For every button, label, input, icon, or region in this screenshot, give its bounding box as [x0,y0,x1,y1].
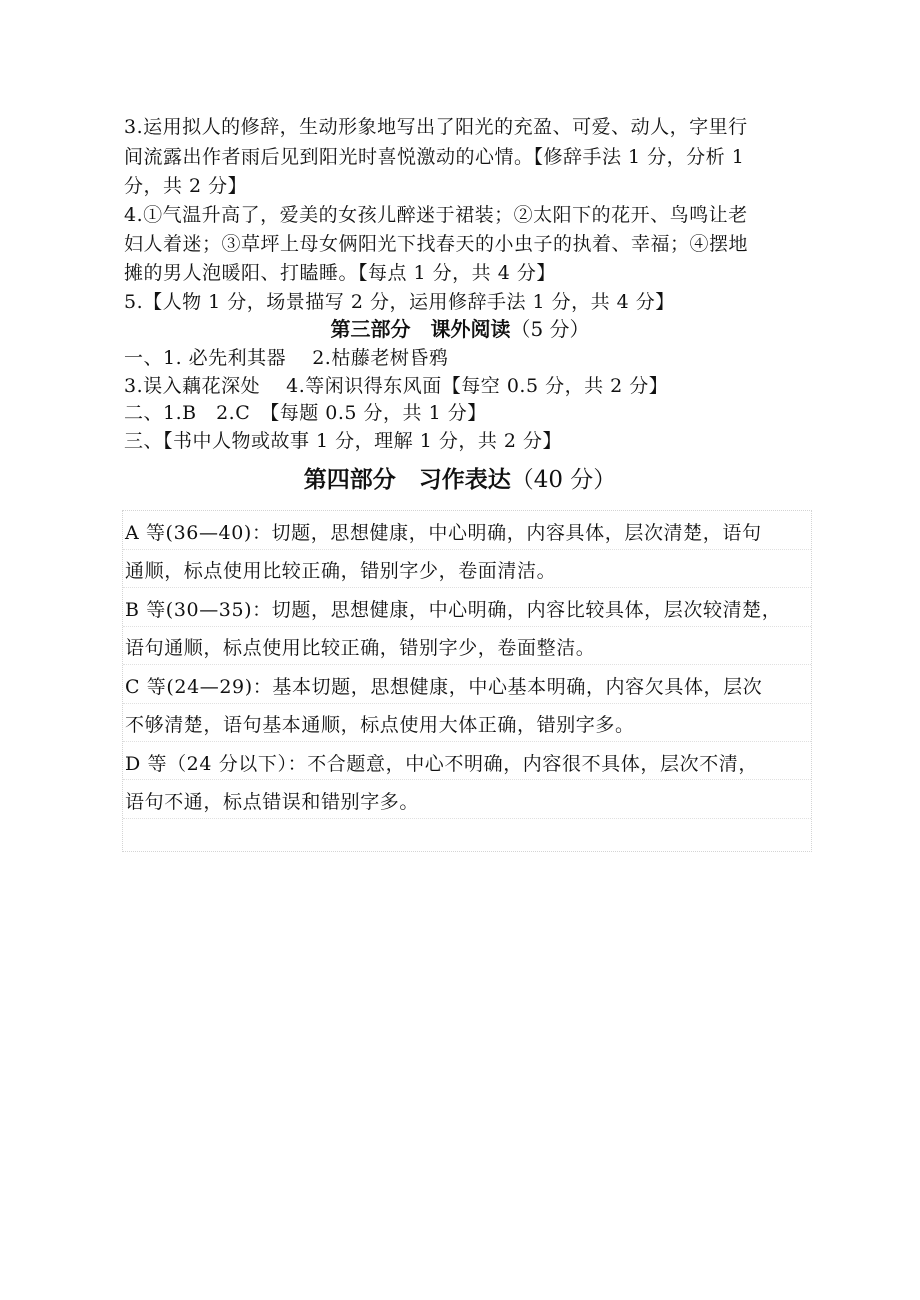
grade-b-line-2: 语句通顺，标点使用比较正确，错别字少，卷面整洁。 [125,637,596,659]
q4-answer-line-1: 4.①气温升高了，爱美的女孩儿醉迷于裙装；②太阳下的花开、鸟鸣让老 [124,204,748,226]
q4-answer-line-3: 摊的男人泡暖阳、打瞌睡。【每点 1 分，共 4 分】 [124,262,556,284]
grid-divider [123,741,811,742]
grade-c-line-1: C 等(24—29)：基本切题，思想健康，中心基本明确，内容欠具体，层次 [125,676,763,698]
q5-answer-line: 5.【人物 1 分，场景描写 2 分，运用修辞手法 1 分，共 4 分】 [124,291,675,313]
q4-answer-line-2: 妇人着迷；③草坪上母女俩阳光下找春天的小虫子的执着、幸福；④摆地 [124,233,749,255]
grade-d-line-1: D 等（24 分以下）：不合题意，中心不明确，内容很不具体，层次不清， [125,753,758,775]
q3-answer-line-2: 间流露出作者雨后见到阳光时喜悦激动的心情。【修辞手法 1 分，分析 1 [124,146,745,168]
section-3-answer-line-4: 三、【书中人物或故事 1 分，理解 1 分，共 2 分】 [124,430,563,452]
section-3-title: 第三部分 课外阅读 [330,317,511,341]
grid-divider [123,818,811,819]
section-3-heading [0,315,920,343]
grade-a-line-1: A 等(36—40)：切题，思想健康，中心明确，内容具体，层次清楚，语句 [125,522,762,544]
section-3-answer-line-1: 一、1. 必先利其器 2.枯藤老树昏鸦 [124,347,449,369]
grade-a-line-2: 通顺，标点使用比较正确，错别字少，卷面清洁。 [125,560,557,582]
grid-divider [123,587,811,588]
q3-answer-line-3: 分，共 2 分】 [124,175,248,197]
grid-divider [123,779,811,780]
grade-b-line-1: B 等(30—35)：切题，思想健康，中心明确，内容比较具体，层次较清楚， [125,599,782,621]
section-3-answer-line-3: 二、1.B 2.C 【每题 0.5 分，共 1 分】 [124,402,487,424]
q3-answer-line-1: 3.运用拟人的修辞，生动形象地写出了阳光的充盈、可爱、动人，字里行 [124,116,748,138]
grading-criteria-box [122,510,812,852]
grade-c-line-2: 不够清楚，语句基本通顺，标点使用大体正确，错别字多。 [125,714,635,736]
grid-divider [123,549,811,550]
grade-d-line-2: 语句不通，标点错误和错别字多。 [125,791,420,813]
grid-divider [123,664,811,665]
section-3-answer-line-2: 3.误入藕花深处 4.等闲识得东风面【每空 0.5 分，共 2 分】 [124,375,669,397]
section-4-title: 第四部分 习作表达 [303,467,511,493]
grid-divider [123,703,811,704]
grid-divider [123,626,811,627]
section-3-score: （5 分） [510,317,590,341]
section-4-score: （40 分） [510,467,617,493]
section-4-heading [0,464,920,496]
